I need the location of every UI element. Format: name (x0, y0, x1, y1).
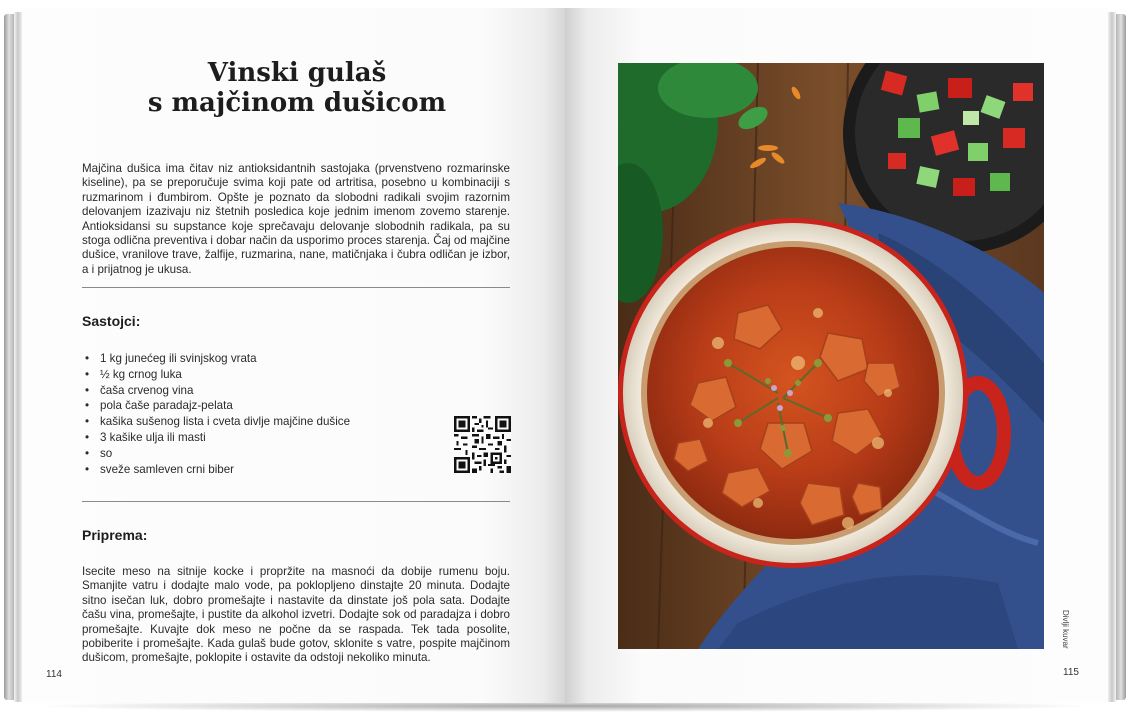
book-edge-right (1116, 14, 1126, 700)
book-edge-left-inner (14, 12, 22, 702)
ingredients-heading: Sastojci: (82, 313, 141, 329)
list-item: • ½ kg crnog luka (82, 367, 442, 383)
preparation-heading: Priprema: (82, 527, 148, 543)
list-item: • so (82, 446, 442, 462)
goulash-photo (618, 63, 1044, 649)
divider (82, 287, 510, 288)
list-item: • sveže samleven crni biber (82, 462, 442, 478)
list-item: • 1 kg junećeg ili svinjskog vrata (82, 351, 442, 367)
book-edge-right-inner (1108, 12, 1116, 702)
ingredients-list (82, 351, 442, 477)
preparation-paragraph: Isecite meso na sitnije kocke i propržite na masnoći da dobije rumenu boju. Smanjite vatru i dodajte malo vode, pa poklopljeno dinstajte 20 minuta. Dodajte sitno isečan luk, dobro promešajte i nastavite da dinstate još pola sata. Dodajte čašu vina, promešajte, i pustite da alkohol izvetri. Dodajte sok od paradajza i dobro promešajte. Kuvajte dok meso ne počne da se raspada. Tek tada posolite, pobiberite i promešajte. Kada gulaš bude gotov, sklonite s vatre, pospite majčinom dušicom, promešajte, poklopite i ostavite da odstoji nekoliko minuta. (82, 565, 510, 665)
list-item: • čaša crvenog vina (82, 383, 442, 399)
divider (82, 501, 510, 502)
page-number-left: 114 (46, 669, 62, 680)
page-number-right: 115 (1063, 667, 1079, 678)
running-title: Divlji kuvar (1061, 610, 1070, 649)
title-line-1: Vinski gulaš (207, 58, 387, 88)
recipe-title (82, 58, 512, 118)
right-page (565, 8, 1108, 703)
list-item: • kašika sušenog lista i cveta divlje majčine dušice (82, 414, 442, 430)
left-page (22, 8, 565, 703)
list-item: • pola čaše paradajz-pelata (82, 398, 442, 414)
qr-code-icon[interactable] (454, 416, 511, 473)
book-edge-left (4, 14, 14, 700)
title-line-2: s majčinom dušicom (147, 88, 447, 118)
intro-paragraph: Majčina dušica ima čitav niz antioksidantnih sastojaka (prvenstveno rozmarinske kiseline), pa se preporučuje svima koji pate od artritisa, posebno u kombinaciji s ruzmarinom i đumbirom. Opšte je poznato da slobodni radikali svojim razornim delovanjem izazivaju niz štetnih posledica koje jednim imenom zovemo starenje. Antioksidansi su supstance koje sprečavaju delovanje slobodnih radikala, pa su stoga odlična preventiva i dobar način da usporimo proces starenja. Čaj od majčine dušice, vranilove trave, žalfije, ruzmarina, nane, matičnjaka i čubra odličan je izbor, a i prijatnog je ukusa. (82, 162, 510, 276)
list-item: • 3 kašike ulja ili masti (82, 430, 442, 446)
